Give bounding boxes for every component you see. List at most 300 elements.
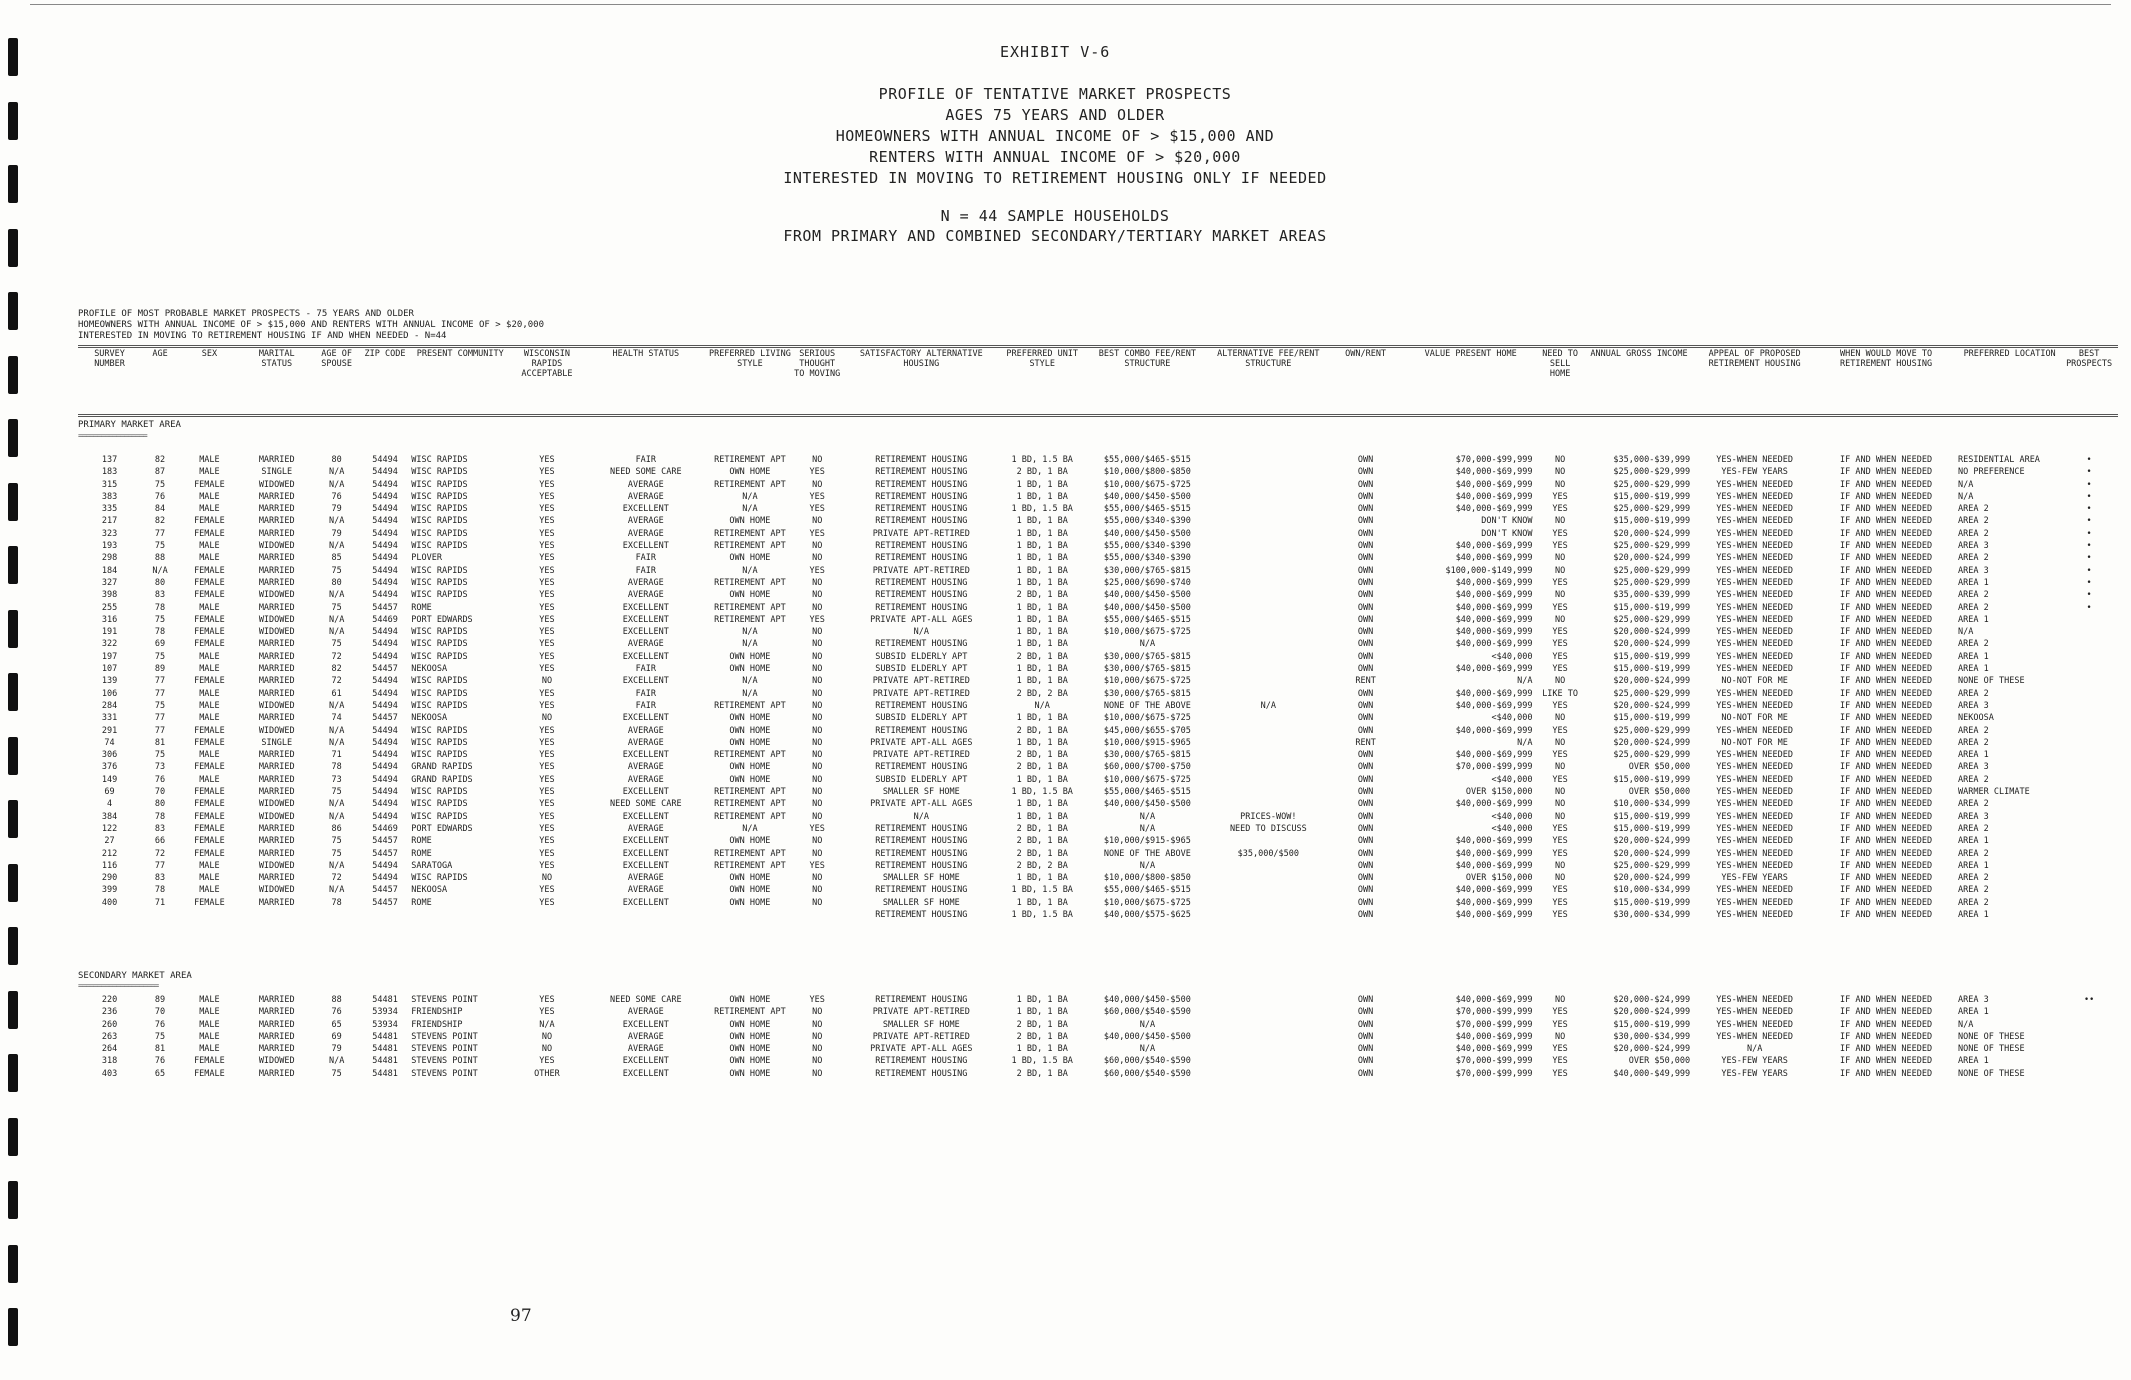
table-cell: YES-FEW YEARS	[1721, 1056, 1788, 1067]
table-row	[78, 1055, 2116, 1067]
table-cell: $15,000-$19,999	[1613, 664, 1691, 675]
table-cell: SARATOGA	[411, 860, 453, 871]
table-cell	[410, 909, 510, 921]
table-cell	[1210, 712, 1326, 724]
table-cell: WIDOWED	[258, 1056, 295, 1067]
table-cell: $40,000-$69,999	[1455, 541, 1533, 552]
table-cell	[1210, 638, 1326, 650]
table-cell: 54469	[372, 614, 398, 625]
table-cell	[1210, 528, 1326, 540]
table-cell: 1 BD, 1 BA	[1016, 639, 1068, 650]
table-cell: 71	[154, 897, 166, 908]
table-cell: N/A	[1958, 1019, 1974, 1030]
table-cell	[1210, 909, 1326, 921]
table-cell: OWN	[1357, 1019, 1374, 1030]
table-cell	[1210, 614, 1326, 626]
table-cell: 77	[154, 528, 166, 539]
table-cell: OWN	[1357, 897, 1374, 908]
table-cell: YES	[539, 1007, 555, 1018]
table-cell: 298	[101, 553, 118, 564]
table-cell: YES-WHEN NEEDED	[1716, 504, 1794, 515]
table-cell: 383	[101, 491, 118, 502]
table-cell: AREA 1	[1958, 860, 1989, 871]
table-cell: AREA 3	[1958, 995, 1989, 1005]
table-cell	[2062, 614, 2116, 626]
binder-hole	[8, 673, 18, 711]
table-cell: YES-WHEN NEEDED	[1716, 565, 1794, 576]
table-cell: YES	[1552, 1068, 1568, 1079]
table-cell: AREA 3	[1958, 541, 1989, 552]
table-cell: SMALLER SF HOME	[882, 787, 960, 798]
table-cell: EXCELLENT	[622, 860, 669, 871]
table-cell: AREA 2	[1958, 885, 1989, 896]
table-cell: YES-WHEN NEEDED	[1716, 787, 1794, 798]
table-cell: IF AND WHEN NEEDED	[1840, 467, 1933, 478]
table-cell: IF AND WHEN NEEDED	[1840, 688, 1933, 699]
table-cell	[2062, 725, 2116, 737]
table-row	[78, 884, 2116, 896]
table-cell: OWN	[1357, 713, 1374, 724]
column-header: AGE	[152, 349, 168, 359]
table-cell: 89	[154, 995, 166, 1005]
table-cell: YES	[539, 848, 555, 859]
table-cell: 72	[331, 873, 342, 884]
table-cell: 72	[331, 651, 342, 662]
table-cell: OWN	[1357, 725, 1374, 736]
table-cell: NO-NOT FOR ME	[1721, 713, 1788, 724]
table-cell: OWN HOME	[729, 1056, 771, 1067]
table-cell: 54494	[372, 467, 398, 478]
table-cell: ROME	[411, 848, 432, 859]
table-cell: RETIREMENT HOUSING	[875, 602, 968, 613]
table-cell: NO	[1554, 995, 1566, 1005]
table-cell: NEED SOME CARE	[609, 799, 682, 810]
table-cell: 65	[154, 1068, 166, 1079]
table-cell: MARRIED	[258, 995, 295, 1005]
table-cell: 78	[331, 762, 342, 773]
table-row	[78, 909, 2116, 921]
table-cell: $40,000-$69,999	[1455, 700, 1533, 711]
table-cell: YES-WHEN NEEDED	[1716, 590, 1794, 601]
table-cell: OWN	[1357, 823, 1374, 834]
table-cell: 1 BD, 1 BA	[1016, 627, 1068, 638]
column-header: NEED TO SELL HOME	[1542, 349, 1579, 379]
table-cell: 1 BD, 1 BA	[1016, 565, 1068, 576]
table-cell: N/A	[152, 565, 168, 576]
table-cell	[2062, 1031, 2116, 1043]
table-cell: 315	[101, 479, 118, 490]
table-cell	[2062, 1006, 2116, 1018]
table-cell: EXCELLENT	[622, 614, 669, 625]
table-cell: YES-FEW YEARS	[1721, 1068, 1788, 1079]
table-cell: YES	[1552, 491, 1568, 502]
table-cell: $10,000/$800-$850	[1103, 467, 1191, 478]
table-cell: 71	[331, 750, 342, 761]
table-cell	[1210, 552, 1326, 564]
table-cell: $20,000-$24,999	[1613, 995, 1691, 1005]
table-cell: NO	[1554, 467, 1566, 478]
table-cell: YES	[539, 700, 555, 711]
table-cell: 85	[331, 553, 342, 564]
table-cell: YES-FEW YEARS	[1721, 873, 1788, 884]
table-cell: 183	[101, 467, 118, 478]
table-cell: 75	[154, 750, 166, 761]
table-cell: 79	[331, 528, 342, 539]
table-cell: YES	[539, 774, 555, 785]
table-cell: WIDOWED	[258, 627, 295, 638]
report-title	[555, 84, 1555, 189]
table-cell: $40,000-$69,999	[1455, 799, 1533, 810]
table-cell: 54481	[372, 995, 398, 1005]
table-cell: OWN	[1357, 627, 1374, 638]
table-cell: 193	[101, 541, 118, 552]
table-cell: YES-WHEN NEEDED	[1716, 750, 1794, 761]
column-header: WISCONSIN RAPIDS ACCEPTABLE	[521, 349, 573, 379]
table-cell: YES	[1552, 1019, 1568, 1030]
table-cell: YES	[809, 860, 825, 871]
table-cell: GRAND RAPIDS	[411, 774, 473, 785]
table-cell: 66	[154, 836, 166, 847]
table-cell: NO	[1554, 799, 1566, 810]
table-cell: EXCELLENT	[622, 897, 669, 908]
table-cell: 54457	[372, 836, 398, 847]
table-cell: 84	[154, 504, 166, 515]
binder-hole	[8, 610, 18, 648]
table-cell: YES-WHEN NEEDED	[1716, 885, 1794, 896]
table-cell: YES	[539, 897, 555, 908]
table-cell: YES-WHEN NEEDED	[1716, 553, 1794, 564]
table-cell: RETIREMENT APT	[714, 799, 786, 810]
table-cell: •	[2086, 455, 2092, 465]
table-cell: 2 BD, 2 BA	[1016, 688, 1068, 699]
spacer-row	[78, 411, 2116, 454]
table-cell: 54494	[372, 504, 398, 515]
table-cell: 69	[154, 639, 166, 650]
table-cell: YES	[809, 491, 825, 502]
table-cell: $25,000-$29,999	[1613, 577, 1691, 588]
table-cell: WISC RAPIDS	[411, 491, 468, 502]
table-cell: 323	[101, 528, 118, 539]
table-cell: MALE	[199, 1044, 220, 1055]
table-cell: 74	[331, 713, 342, 724]
table-cell: $70,000-$99,999	[1455, 1019, 1533, 1030]
table-cell: PRIVATE APT-RETIRED	[872, 750, 970, 761]
title-line: INTERESTED IN MOVING TO RETIREMENT HOUSING ONLY IF NEEDED	[783, 169, 1327, 187]
table-row	[78, 638, 2116, 650]
table-cell: IF AND WHEN NEEDED	[1840, 664, 1933, 675]
table-cell: $40,000/$450-$500	[1103, 799, 1191, 810]
table-cell: N/A	[742, 823, 758, 834]
table-row	[78, 798, 2116, 810]
table-cell: 54481	[372, 1068, 398, 1079]
table-cell: 1 BD, 1 BA	[1016, 897, 1068, 908]
table-cell: •	[2086, 553, 2092, 564]
profile-caption	[78, 309, 544, 342]
table-cell: 1 BD, 1 BA	[1016, 1007, 1068, 1018]
table-cell: WISC RAPIDS	[411, 528, 468, 539]
binder-hole	[8, 229, 18, 267]
table-cell: $40,000-$69,999	[1455, 750, 1533, 761]
table-cell: 4	[106, 799, 113, 810]
table-cell: OWN	[1357, 1031, 1374, 1042]
table-cell: OWN	[1357, 590, 1374, 601]
table-cell: NO	[812, 787, 823, 798]
table-cell: 1 BD, 1 BA	[1016, 614, 1068, 625]
table-cell: $15,000-$19,999	[1613, 651, 1691, 662]
table-row	[78, 1043, 2116, 1055]
table-cell: AVERAGE	[627, 737, 664, 748]
table-cell: IF AND WHEN NEEDED	[1840, 836, 1933, 847]
table-cell	[1210, 503, 1326, 515]
table-cell: FAIR	[635, 688, 657, 699]
table-cell: RETIREMENT HOUSING	[875, 467, 968, 478]
table-cell: IF AND WHEN NEEDED	[1840, 491, 1933, 502]
table-cell: 1 BD, 1 BA	[1016, 528, 1068, 539]
table-cell: MARRIED	[258, 897, 295, 908]
table-cell: $70,000-$99,999	[1455, 1068, 1533, 1079]
table-cell	[2062, 786, 2116, 798]
table-cell: N/A	[1260, 700, 1276, 711]
table-cell	[1210, 602, 1326, 614]
table-cell: $55,000/$340-$390	[1103, 541, 1191, 552]
table-cell: 1 BD, 1.5 BA	[1011, 1056, 1073, 1067]
secondary-market-underline: =====================	[78, 981, 159, 990]
table-cell: IF AND WHEN NEEDED	[1840, 873, 1933, 884]
table-cell: OWN	[1357, 799, 1374, 810]
table-cell: 81	[154, 737, 166, 748]
table-cell: NO	[1554, 479, 1566, 490]
table-cell: MALE	[199, 873, 220, 884]
table-cell: OWN	[1357, 479, 1374, 490]
table-cell: MARRIED	[258, 1068, 295, 1079]
table-cell: NO	[1554, 811, 1566, 822]
table-cell: FEMALE	[194, 614, 225, 625]
table-cell: NO	[812, 479, 823, 490]
table-cell: YES-WHEN NEEDED	[1716, 516, 1794, 527]
table-cell: STEVENS POINT	[411, 1068, 478, 1079]
table-cell: EXCELLENT	[622, 836, 669, 847]
table-cell: OWN	[1357, 541, 1374, 552]
table-cell	[1210, 786, 1326, 798]
table-cell: AREA 2	[1958, 528, 1989, 539]
table-cell: N/A	[328, 479, 345, 490]
table-cell: WIDOWED	[258, 860, 295, 871]
table-cell: 107	[101, 664, 118, 675]
table-cell: 54481	[372, 1044, 398, 1055]
table-cell: WISC RAPIDS	[411, 455, 468, 465]
table-cell: $30,000-$34,999	[1613, 1031, 1691, 1042]
table-cell: FAIR	[635, 565, 657, 576]
table-cell: 54494	[372, 577, 398, 588]
table-cell: MARRIED	[258, 848, 295, 859]
table-cell: RETIREMENT HOUSING	[875, 455, 968, 465]
table-cell: 54481	[372, 1056, 398, 1067]
primary-market-label: PRIMARY MARKET AREA	[78, 420, 181, 430]
table-cell: 54494	[372, 639, 398, 650]
table-cell: N/A	[1958, 491, 1974, 502]
table-cell: YES	[1552, 1007, 1568, 1018]
table-cell: IF AND WHEN NEEDED	[1840, 811, 1933, 822]
table-cell: MALE	[199, 651, 220, 662]
table-cell: NO	[541, 676, 553, 687]
table-cell: FEMALE	[194, 848, 225, 859]
table-cell: 74	[104, 737, 115, 748]
table-cell: PRIVATE APT-RETIRED	[872, 1031, 970, 1042]
table-cell: YES	[809, 528, 825, 539]
table-cell: $55,000/$465-$515	[1103, 885, 1191, 896]
table-cell: FEMALE	[194, 577, 225, 588]
table-cell: YES-WHEN NEEDED	[1716, 995, 1794, 1005]
column-header: ALTERNATIVE FEE/RENT STRUCTURE	[1217, 349, 1320, 369]
table-cell: 54457	[372, 713, 398, 724]
table-cell: WIDOWED	[258, 479, 295, 490]
table-cell: FEMALE	[194, 565, 225, 576]
table-cell: RETIREMENT HOUSING	[875, 836, 968, 847]
table-cell	[2062, 638, 2116, 650]
table-cell: N/A	[1139, 860, 1156, 871]
table-cell: OWN HOME	[729, 737, 771, 748]
table-row	[78, 589, 2116, 601]
table-cell: MALE	[199, 455, 220, 465]
table-cell: NO	[812, 664, 823, 675]
table-cell: 106	[101, 688, 118, 699]
table-cell: RESIDENTIAL AREA	[1958, 455, 2040, 465]
table-cell: FEMALE	[194, 787, 225, 798]
table-cell: <$40,000	[1491, 811, 1533, 822]
table-cell: 1 BD, 1 BA	[1016, 577, 1068, 588]
table-cell: $25,000-$29,999	[1613, 565, 1691, 576]
table-cell: NEKOOSA	[411, 885, 448, 896]
table-cell	[2062, 774, 2116, 786]
table-cell: IF AND WHEN NEEDED	[1840, 897, 1933, 908]
table-cell: 139	[101, 676, 118, 687]
table-cell: 1 BD, 1 BA	[1016, 995, 1068, 1005]
table-cell: AREA 2	[1958, 737, 1989, 748]
table-cell: 54494	[372, 565, 398, 576]
table-cell: $40,000/$450-$500	[1103, 528, 1191, 539]
table-cell: 80	[154, 799, 166, 810]
table-cell: N/A	[742, 491, 758, 502]
table-cell: NO	[812, 553, 823, 564]
table-cell: 2 BD, 1 BA	[1016, 725, 1068, 736]
table-row	[78, 749, 2116, 761]
table-cell: $30,000/$765-$815	[1103, 750, 1191, 761]
table-cell: MALE	[199, 664, 220, 675]
table-cell: OWN	[1357, 639, 1374, 650]
table-row	[78, 577, 2116, 589]
table-row	[78, 994, 2116, 1006]
table-header	[78, 349, 2116, 411]
table-cell: WISC RAPIDS	[411, 467, 468, 478]
table-cell: MARRIED	[258, 836, 295, 847]
table-cell: 263	[101, 1031, 118, 1042]
table-cell: NO	[812, 885, 823, 896]
table-cell: AVERAGE	[627, 491, 664, 502]
table-cell: EXCELLENT	[622, 602, 669, 613]
table-cell: 2 BD, 1 BA	[1016, 1068, 1068, 1079]
table-cell: YES-WHEN NEEDED	[1716, 614, 1794, 625]
table-cell: NO	[1554, 713, 1566, 724]
table-cell: OWN HOME	[729, 1044, 771, 1055]
profile-line: PROFILE OF MOST PROBABLE MARKET PROSPECTS - 75 YEARS AND OLDER	[78, 309, 414, 319]
table-cell: N/A	[742, 627, 758, 638]
column-header: SURVEY NUMBER	[94, 349, 125, 369]
table-cell: NO	[812, 1056, 823, 1067]
table-cell: 1 BD, 1 BA	[1016, 541, 1068, 552]
table-cell: OWN	[1357, 565, 1374, 576]
table-cell: MARRIED	[258, 676, 295, 687]
table-cell: FEMALE	[194, 897, 225, 908]
table-cell: 70	[154, 787, 166, 798]
table-cell: AVERAGE	[627, 1031, 664, 1042]
table-cell: 75	[331, 1068, 342, 1079]
table-cell: YES-WHEN NEEDED	[1716, 860, 1794, 871]
header-top-rule	[78, 345, 2118, 348]
table-cell: IF AND WHEN NEEDED	[1840, 860, 1933, 871]
table-cell: AVERAGE	[627, 823, 664, 834]
table-cell: EXCELLENT	[622, 1019, 669, 1030]
table-cell: EXCELLENT	[622, 787, 669, 798]
table-cell: 83	[154, 873, 166, 884]
table-cell: PRICES-WOW!	[1240, 811, 1297, 822]
table-cell: AVERAGE	[627, 1007, 664, 1018]
table-cell: OWN HOME	[729, 725, 771, 736]
table-cell: $40,000-$69,999	[1455, 725, 1533, 736]
table-row	[78, 1019, 2116, 1031]
table-cell: YES	[539, 651, 555, 662]
table-cell: AREA 2	[1958, 553, 1989, 564]
table-cell: $10,000/$915-$965	[1103, 737, 1191, 748]
table-cell: WISC RAPIDS	[411, 627, 468, 638]
table-cell: MALE	[199, 1031, 220, 1042]
table-cell: $55,000/$465-$515	[1103, 787, 1191, 798]
table-cell: AREA 2	[1958, 897, 1989, 908]
table-cell: MALE	[199, 700, 220, 711]
primary-market-rows	[78, 411, 2116, 921]
table-cell: 2 BD, 1 BA	[1016, 1019, 1068, 1030]
table-cell: 76	[154, 1056, 166, 1067]
table-cell	[2062, 626, 2116, 638]
table-cell: MALE	[199, 1019, 220, 1030]
table-cell: IF AND WHEN NEEDED	[1840, 676, 1933, 687]
table-cell: NO	[812, 627, 823, 638]
table-cell: 236	[101, 1007, 118, 1018]
table-cell: N/A	[1139, 823, 1156, 834]
table-row	[78, 651, 2116, 663]
table-cell: MARRIED	[258, 787, 295, 798]
table-row	[78, 1068, 2116, 1080]
table-cell: IF AND WHEN NEEDED	[1840, 725, 1933, 736]
table-cell: WIDOWED	[258, 811, 295, 822]
table-cell: AVERAGE	[627, 528, 664, 539]
table-cell	[2062, 835, 2116, 847]
table-row	[78, 725, 2116, 737]
table-cell: PRIVATE APT-ALL AGES	[870, 614, 973, 625]
table-cell	[2062, 798, 2116, 810]
table-cell: IF AND WHEN NEEDED	[1840, 627, 1933, 638]
column-header: SATISFACTORY ALTERNATIVE HOUSING	[859, 349, 983, 369]
table-cell: $25,000-$29,999	[1613, 688, 1691, 699]
table-cell: MARRIED	[258, 873, 295, 884]
table-cell: AREA 3	[1958, 700, 1989, 711]
table-cell	[1210, 835, 1326, 847]
table-cell: NO	[1554, 873, 1566, 884]
table-cell: $30,000/$765-$815	[1103, 664, 1191, 675]
table-cell: 327	[101, 577, 118, 588]
table-cell: 1 BD, 1.5 BA	[1011, 885, 1073, 896]
table-cell	[1210, 1006, 1326, 1018]
table-cell: PRIVATE APT-RETIRED	[872, 565, 970, 576]
